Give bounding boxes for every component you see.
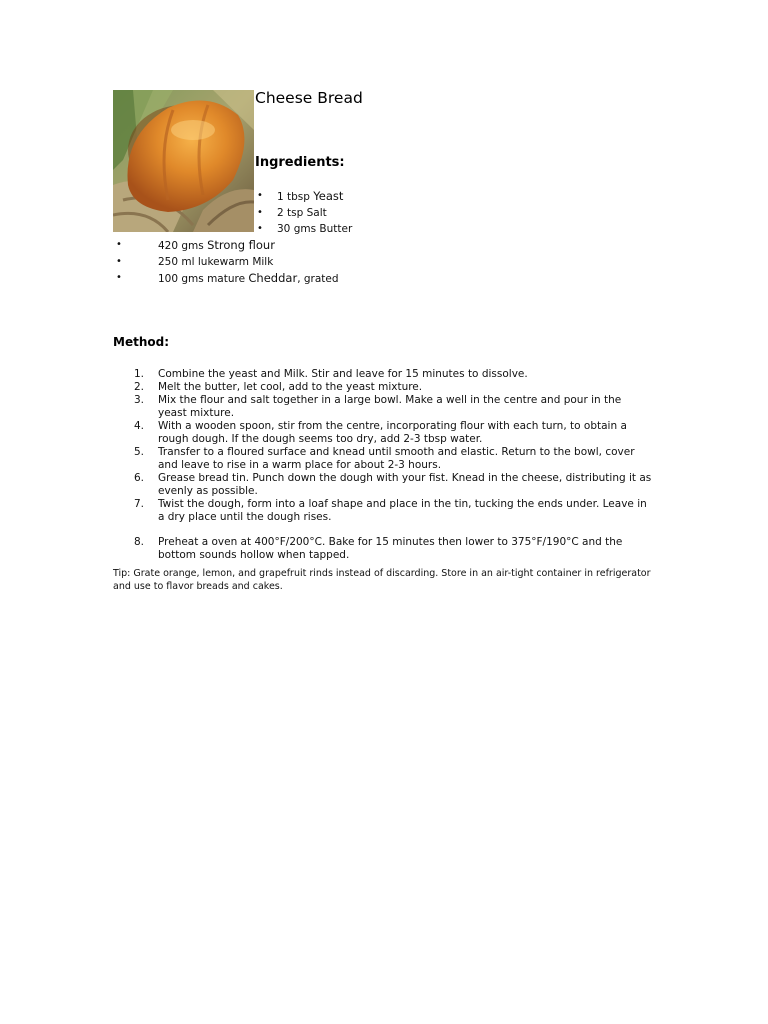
step-item bbox=[113, 394, 653, 420]
step-text: Mix the flour and salt together in a large bowl. Make a well in the centre and pour in the yeast mixture. bbox=[158, 394, 622, 419]
bullet-icon: • bbox=[257, 223, 263, 234]
step-item bbox=[113, 420, 653, 446]
ingredient-name: Butter bbox=[319, 223, 353, 235]
step-number: 5. bbox=[134, 446, 145, 458]
step-number: 7. bbox=[134, 498, 145, 510]
step-item bbox=[113, 498, 653, 524]
ingredient-qty: 1 tbsp bbox=[277, 191, 310, 203]
bullet-icon: • bbox=[257, 190, 263, 201]
step-text: With a wooden spoon, stir from the centre, incorporating flour with each turn, to obtain a rough dough. If the dough seems too dry, add 2-3 tbsp water. bbox=[158, 420, 627, 445]
step-number: 3. bbox=[134, 394, 145, 406]
step-item bbox=[113, 446, 653, 472]
step-text: Preheat a oven at 400°F/200°C. Bake for 15 minutes then lower to 375°F/190°C and the bottom sounds hollow when tapped. bbox=[158, 536, 623, 561]
ingredient-qty: 420 gms bbox=[158, 240, 204, 252]
step-text: Transfer to a floured surface and knead until smooth and elastic. Return to the bowl, cover and leave to rise in a warm place for about 2-3 hours. bbox=[158, 446, 635, 471]
recipe-title: Cheese Bread bbox=[255, 89, 363, 107]
ingredient-qty: 30 gms bbox=[277, 223, 317, 235]
step-text: Combine the yeast and Milk. Stir and leave for 15 minutes to dissolve. bbox=[158, 368, 528, 380]
step-number: 8. bbox=[134, 536, 145, 548]
bullet-icon: • bbox=[116, 272, 122, 283]
ingredient-name: Salt bbox=[306, 206, 327, 219]
step-number: 2. bbox=[134, 381, 145, 393]
ingredient-name: Cheddar bbox=[248, 271, 298, 285]
step-number: 1. bbox=[134, 368, 145, 380]
step-text: Grease bread tin. Punch down the dough with your fist. Knead in the cheese, distributing it as evenly as possible. bbox=[158, 472, 652, 497]
ingredient-suffix: , grated bbox=[297, 273, 339, 285]
step-item bbox=[113, 472, 653, 498]
step-item bbox=[113, 536, 653, 562]
ingredient-qty: 100 gms mature bbox=[158, 273, 246, 285]
ingredient-qty: 250 ml bbox=[158, 255, 195, 268]
bullet-icon: • bbox=[116, 255, 122, 267]
method-heading: Method: bbox=[113, 335, 169, 349]
ingredient-name: Strong flour bbox=[207, 238, 275, 252]
cheese-bread-photo bbox=[113, 90, 254, 232]
ingredient-name: lukewarm Milk bbox=[197, 255, 274, 268]
ingredients-heading: Ingredients: bbox=[255, 155, 345, 170]
ingredient-qty: 2 tsp bbox=[277, 206, 304, 219]
step-item bbox=[113, 381, 653, 394]
step-number: 4. bbox=[134, 420, 145, 432]
bullet-icon: • bbox=[116, 239, 122, 250]
step-item bbox=[113, 368, 653, 381]
tip-note: Tip: Grate orange, lemon, and grapefruit rinds instead of discarding. Store in an air-tight container in refrigerator and use to flavor breads and cakes. bbox=[113, 568, 651, 592]
step-number: 6. bbox=[134, 472, 145, 484]
step-text: Melt the butter, let cool, add to the yeast mixture. bbox=[158, 381, 423, 393]
step-text: Twist the dough, form into a loaf shape and place in the tin, tucking the ends under. Leave in a dry place until the dough rises. bbox=[158, 498, 647, 523]
ingredient-name: Yeast bbox=[313, 189, 344, 203]
bullet-icon: • bbox=[257, 206, 263, 218]
method-steps bbox=[113, 368, 653, 562]
